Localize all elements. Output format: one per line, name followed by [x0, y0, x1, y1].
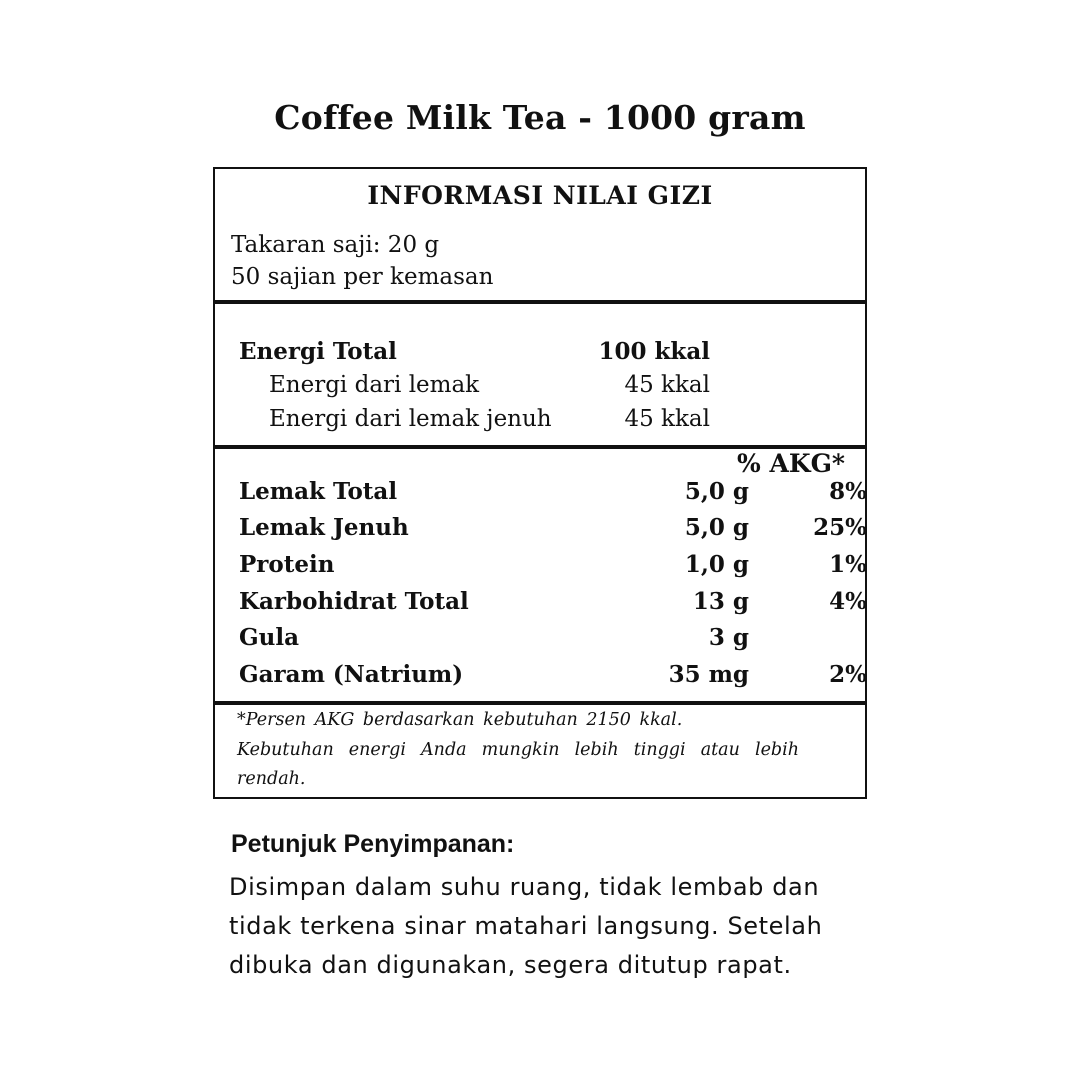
nutrient-row — [239, 661, 869, 695]
servings-per-pack: 50 sajian per kemasan — [231, 264, 494, 290]
energy-value: 45 kkal — [624, 372, 710, 398]
energy-value: 45 kkal — [624, 406, 710, 432]
nutrient-akg: 8% — [829, 478, 867, 505]
nutrient-amount: 1,0 g — [684, 551, 749, 578]
nutrient-amount: 5,0 g — [684, 478, 749, 505]
nutrient-akg: 4% — [829, 588, 867, 615]
nutrient-akg: 1% — [829, 551, 867, 578]
energy-row-saturated-fat — [239, 406, 839, 438]
nutrient-label: Lemak Jenuh — [239, 514, 409, 541]
nutrient-label: Gula — [239, 624, 300, 651]
energy-value: 100 kkal — [598, 338, 710, 365]
nutrient-amount: 3 g — [708, 624, 749, 651]
akg-footnote — [237, 706, 799, 795]
divider — [215, 300, 865, 304]
footnote-line: Kebutuhan energi Anda mungkin lebih tinggi atau lebih rendah. — [237, 739, 799, 789]
nutrient-amount: 13 g — [692, 588, 749, 615]
panel-heading: INFORMASI NILAI GIZI — [367, 181, 713, 210]
nutrient-label: Lemak Total — [239, 478, 398, 505]
nutrient-label: Karbohidrat Total — [239, 588, 469, 615]
nutrient-label: Garam (Natrium) — [239, 661, 464, 688]
product-title: Coffee Milk Tea - 1000 gram — [274, 98, 806, 137]
nutrient-row — [239, 624, 869, 658]
divider — [215, 701, 865, 705]
nutrient-label: Protein — [239, 551, 335, 578]
energy-label: Energi dari lemak jenuh — [269, 406, 552, 432]
storage-instructions: Disimpan dalam suhu ruang, tidak lembab dan tidak terkena sinar matahari langsung. Setelah dibuka dan digunakan, segera ditutup rapat. — [229, 873, 823, 979]
serving-size: Takaran saji: 20 g — [231, 232, 440, 258]
footnote-line: *Persen AKG berdasarkan kebutuhan 2150 kkal. — [237, 710, 683, 730]
energy-label: Energi Total — [239, 338, 397, 365]
nutrient-amount: 5,0 g — [684, 514, 749, 541]
nutrient-row — [239, 478, 869, 512]
nutrient-row — [239, 588, 869, 622]
nutrient-akg: 25% — [813, 514, 867, 541]
storage-title: Petunjuk Penyimpanan: — [231, 830, 515, 858]
nutrient-akg: 2% — [829, 661, 867, 688]
energy-label: Energi dari lemak — [269, 372, 480, 398]
nutrition-facts-panel — [213, 167, 867, 799]
akg-column-header: % AKG* — [736, 449, 845, 478]
nutrient-amount: 35 mg — [668, 661, 749, 688]
nutrient-row — [239, 514, 869, 548]
nutrient-row — [239, 551, 869, 585]
energy-row-fat — [239, 372, 839, 404]
energy-row-total — [239, 338, 839, 370]
